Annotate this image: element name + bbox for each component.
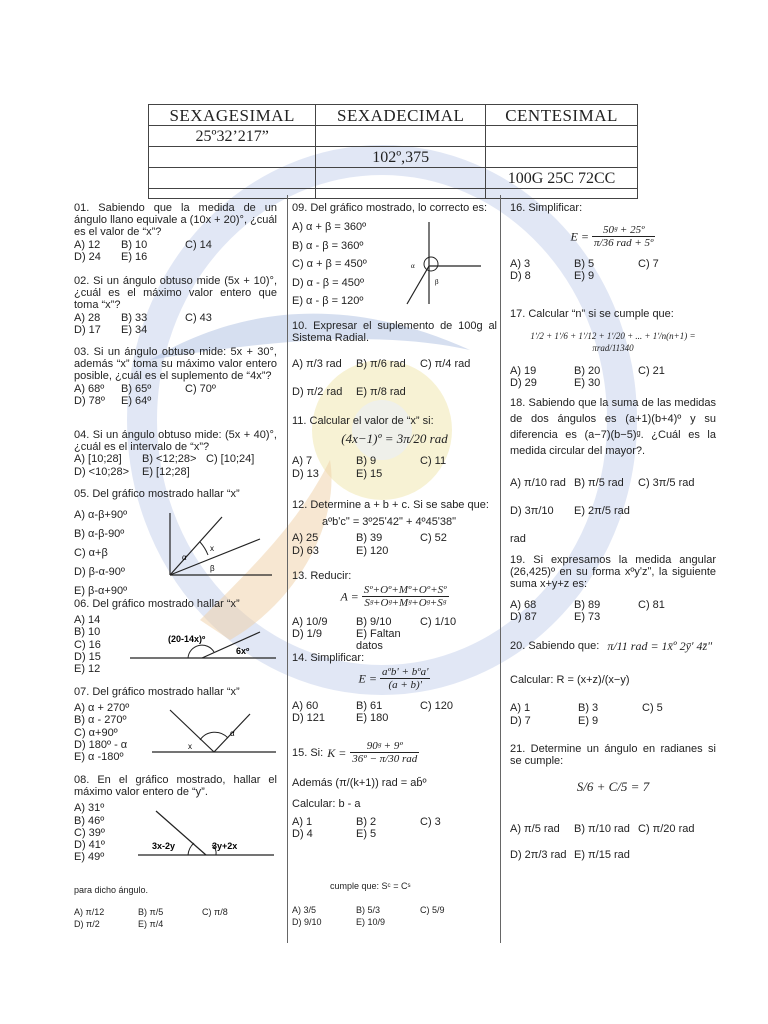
option[interactable]: A) 10/9 bbox=[292, 615, 328, 628]
option[interactable]: D) 24 bbox=[74, 250, 101, 263]
option[interactable]: D) 180º - α bbox=[74, 738, 128, 751]
option[interactable]: D) 63 bbox=[292, 544, 319, 557]
fig-label: β bbox=[210, 564, 215, 573]
formula-denominator: π/36 rad + 5º bbox=[594, 237, 654, 250]
option[interactable]: E) 5 bbox=[356, 828, 377, 841]
question-text: 08. En el gráfico mostrado, hallar el máximo valor entero de “y”. bbox=[74, 774, 277, 799]
option[interactable]: D) <10;28> bbox=[74, 465, 130, 478]
option[interactable]: C) 11 bbox=[420, 455, 447, 468]
option[interactable]: B) 3 bbox=[578, 702, 599, 715]
option[interactable]: A) π/10 rad bbox=[510, 477, 566, 489]
question-text: 13. Reducir: bbox=[292, 570, 352, 582]
option[interactable]: E) π/15 rad bbox=[574, 848, 630, 861]
options bbox=[510, 258, 716, 282]
option[interactable]: E) α - β = 120º bbox=[292, 295, 364, 308]
option[interactable]: D) 17 bbox=[74, 323, 101, 336]
option[interactable]: A) α + 270º bbox=[74, 702, 130, 715]
option[interactable]: D) 9/10 bbox=[292, 917, 322, 928]
option[interactable]: B) π/10 rad bbox=[574, 822, 630, 835]
question-18 bbox=[510, 395, 716, 553]
table-cell bbox=[316, 168, 486, 189]
option[interactable]: C) α + β = 450º bbox=[292, 258, 367, 271]
option[interactable]: D) π/2 bbox=[74, 919, 100, 930]
option[interactable]: B) π/5 rad bbox=[574, 477, 624, 489]
fig-label: x bbox=[210, 544, 214, 553]
option[interactable]: B) 46º bbox=[74, 814, 105, 827]
options bbox=[292, 816, 497, 840]
question-03 bbox=[74, 346, 277, 407]
question-text: 09. Del gráfico mostrado, lo correcto es: bbox=[292, 202, 488, 214]
option[interactable]: E) 12 bbox=[74, 663, 101, 676]
option[interactable]: C) 7 bbox=[638, 257, 659, 270]
option[interactable]: E) 10/9 bbox=[356, 917, 386, 928]
option[interactable]: E) 2π/5 rad bbox=[574, 505, 630, 517]
option[interactable]: A) [10;28] bbox=[74, 453, 122, 466]
table-cell: 102º,375 bbox=[316, 147, 486, 168]
formula-numerator: 90ᵍ + 9º bbox=[350, 740, 419, 753]
option[interactable]: C) 3π/5 rad bbox=[638, 477, 695, 489]
formula: Calcular: R = (x+z)/(x−y) bbox=[510, 674, 630, 687]
question-text: 20. Sabiendo que: bbox=[510, 640, 600, 652]
option[interactable]: D) 15 bbox=[74, 650, 101, 663]
option[interactable]: D) 4 bbox=[292, 828, 313, 841]
figure-q6 bbox=[128, 626, 278, 666]
fig-label: 3x-2y bbox=[152, 841, 176, 851]
question-02 bbox=[74, 275, 277, 336]
option[interactable]: E) [12;28] bbox=[142, 465, 190, 478]
question-13: 13. Reducir: A = $\frac{\text{Sº+Oº+Mº+Oº+Sº}}{\text{Sᵍ+Oᵍ+Mᵍ+Oᵍ+Sᵍ}}$ A) 10/9 B) 9/10 C) 1/10 D) 1/9 E) Faltan datos bbox=[292, 570, 497, 652]
option[interactable]: B) 39 bbox=[356, 532, 383, 545]
option[interactable]: D) π/2 rad bbox=[292, 386, 343, 399]
option[interactable]: C) 5/9 bbox=[420, 905, 445, 916]
option[interactable]: A) 7 bbox=[292, 455, 313, 468]
options bbox=[292, 904, 497, 928]
option[interactable]: C) 70º bbox=[185, 382, 216, 395]
option[interactable]: D) 3π/10 rad bbox=[510, 505, 554, 545]
question-text: 07. Del gráfico mostrado hallar “x” bbox=[74, 686, 240, 698]
options bbox=[292, 350, 497, 406]
question-text: 14. Simplificar: bbox=[292, 652, 365, 664]
option[interactable]: E) β-α+90º bbox=[74, 585, 128, 598]
question-text: 02. Si un ángulo obtuso mide (5x + 10)°, ¿cuál es el máximo valor entero que toma “x”? bbox=[74, 275, 277, 312]
question-text: 06. Del gráfico mostrado hallar “x” bbox=[74, 598, 240, 610]
instruction-text: Calcular: b - a bbox=[292, 797, 361, 810]
option[interactable]: E) 16 bbox=[121, 250, 148, 263]
option[interactable]: D) α - β = 450º bbox=[292, 276, 365, 289]
question-text: 05. Del gráfico mostrado hallar “x” bbox=[74, 488, 240, 500]
option[interactable]: A) 12 bbox=[74, 238, 101, 251]
figure-q5 bbox=[160, 505, 280, 585]
option[interactable]: D) 2π/3 rad bbox=[510, 848, 567, 861]
option[interactable]: C) 5 bbox=[642, 702, 663, 715]
option[interactable]: E) 30 bbox=[574, 376, 601, 389]
option[interactable]: A) 68º bbox=[74, 382, 105, 395]
question-10 bbox=[292, 320, 497, 406]
fragment-text: cumple que: Sᶜ = Cˢ bbox=[330, 881, 411, 891]
option[interactable]: C) π/8 bbox=[202, 907, 228, 918]
fig-label: β bbox=[435, 278, 439, 286]
table-cell bbox=[486, 147, 638, 168]
header-sexagesimal: SEXAGESIMAL bbox=[149, 105, 316, 126]
table-cell bbox=[486, 189, 638, 199]
option[interactable]: C) π/20 rad bbox=[638, 822, 695, 835]
option[interactable]: E) 180 bbox=[356, 711, 389, 724]
fig-label: α bbox=[230, 729, 235, 738]
option[interactable]: A) α + β = 360º bbox=[292, 221, 367, 234]
option[interactable]: B) α - 270º bbox=[74, 714, 127, 727]
figure-q7 bbox=[150, 700, 278, 760]
option[interactable]: B) 9 bbox=[356, 455, 377, 468]
options bbox=[510, 702, 716, 726]
option[interactable]: D) 41º bbox=[74, 839, 105, 852]
option[interactable]: E) 49º bbox=[74, 851, 105, 864]
question-16: 16. Simplificar: E = $\frac{\text{50ᵍ + 25º}}{\text{π/36 rad + 5º}}$ A) 3 B) 5 C) 7 D) 8 E) 9 bbox=[510, 202, 716, 282]
option[interactable]: C) 120 bbox=[420, 699, 454, 712]
fig-label: (20-14x)º bbox=[168, 634, 206, 644]
option[interactable]: B) 10 bbox=[74, 626, 101, 639]
options bbox=[292, 700, 497, 724]
table-cell: 25º32’217” bbox=[149, 126, 316, 147]
question-04 bbox=[74, 429, 277, 478]
bottom-fragment-2 bbox=[292, 880, 497, 929]
option[interactable]: C) 16 bbox=[74, 638, 101, 651]
options bbox=[292, 455, 497, 479]
fig-label: α bbox=[182, 553, 187, 562]
fragment-text: para dicho ángulo. bbox=[74, 885, 149, 895]
option[interactable]: D) β-α-90º bbox=[74, 566, 125, 579]
options bbox=[74, 906, 277, 930]
header-centesimal: CENTESIMAL bbox=[486, 105, 638, 126]
question-text: 03. Si un ángulo obtuso mide: 5x + 30°, además “x” toma su máximo valor entero posible, ¿cuál es el suplemento de “4x”? bbox=[74, 346, 277, 383]
option[interactable]: D) 13 bbox=[292, 467, 319, 480]
option[interactable]: B) 10 bbox=[121, 238, 148, 251]
question-text: 12. Determine a + b + c. Si se sabe que: bbox=[292, 499, 489, 511]
bottom-fragment-1 bbox=[74, 884, 277, 931]
formula: Además (π/(k+1)) rad = ab̄º bbox=[292, 777, 427, 790]
question-text: 18. Sabiendo que la suma de las medidas de dos ángulos es (a+1)(b+4)º y su diferencia es (a−7)(b−5)ᵍ. ¿Cuál es la medida circular del mayor?. bbox=[510, 397, 716, 457]
option[interactable]: B) 5/3 bbox=[356, 905, 381, 916]
option[interactable]: B) 33 bbox=[121, 311, 148, 324]
question-12 bbox=[292, 499, 497, 557]
option[interactable]: A) π/3 rad bbox=[292, 358, 342, 371]
question-19 bbox=[510, 554, 716, 623]
option[interactable]: D) 8 bbox=[510, 269, 531, 282]
option[interactable]: B) π/6 rad bbox=[356, 358, 406, 371]
question-text: 01. Sabiendo que la medida de un ángulo llano equivale a (10x + 20)°, ¿cuál es el valor de “x”? bbox=[74, 202, 277, 239]
fig-label: x bbox=[188, 742, 192, 751]
header-sexadecimal: SEXADECIMAL bbox=[316, 105, 486, 126]
option[interactable]: A) 3/5 bbox=[292, 905, 317, 916]
option[interactable]: B) α - β = 360º bbox=[292, 239, 364, 252]
option[interactable]: C) α+90º bbox=[74, 726, 118, 739]
option[interactable]: E) 9 bbox=[578, 714, 599, 727]
options bbox=[510, 599, 716, 623]
table-cell bbox=[149, 189, 316, 199]
option[interactable]: E) α -180º bbox=[74, 751, 124, 764]
option[interactable]: A) α-β+90º bbox=[74, 509, 128, 522]
fig-label: 3y+2x bbox=[212, 841, 238, 851]
option[interactable]: A) 28 bbox=[74, 311, 101, 324]
fig-label: α bbox=[411, 262, 415, 270]
option[interactable]: B) 5 bbox=[574, 257, 595, 270]
figure-q8 bbox=[136, 805, 276, 861]
option[interactable]: D) 29 bbox=[510, 376, 537, 389]
question-text: 15. Si: bbox=[292, 746, 324, 759]
option[interactable]: C) [10;24] bbox=[206, 453, 255, 466]
formula: 1ʹ/2 + 1ʹ/6 + 1ʹ/12 + 1ʹ/20 + ... + 1ʹ/n(n+1) = πrad/11340 bbox=[530, 331, 696, 354]
option[interactable]: B) π/5 bbox=[138, 907, 164, 918]
option[interactable]: B) 65º bbox=[121, 382, 152, 395]
column-divider bbox=[287, 195, 288, 943]
option[interactable]: A) 14 bbox=[74, 614, 101, 627]
option[interactable]: E) 34 bbox=[121, 323, 148, 336]
option[interactable]: C) 39º bbox=[74, 826, 105, 839]
figure-q9 bbox=[395, 218, 485, 308]
table-cell: 100G 25C 72CC bbox=[486, 168, 638, 189]
question-14: 14. Simplificar: E = $\frac{\text{aºbʹ + bºaʹ}}{\text{(a + b)ʹ}}$ A) 60 B) 61 C) 120 D) 121 E) 180 bbox=[292, 652, 497, 724]
question-text: 11. Calcular el valor de “x” si: bbox=[292, 415, 434, 427]
option[interactable]: B) 9/10 bbox=[356, 615, 392, 628]
option[interactable]: B) 89 bbox=[574, 598, 601, 611]
option[interactable]: C) 43 bbox=[185, 311, 212, 324]
question-text: 10. Expresar el suplemento de 100g al Sistema Radial. bbox=[292, 320, 497, 345]
table-cell bbox=[316, 189, 486, 199]
question-text: 04. Si un ángulo obtuso mide: (5x + 40)°, ¿cuál es el intervalo de “x”? bbox=[74, 429, 277, 454]
options bbox=[292, 218, 392, 311]
option[interactable]: D) 87 bbox=[510, 610, 537, 623]
formula: π/11 rad = 1x̄º 2ȳʹ 4z̄ʺ bbox=[607, 639, 713, 653]
option[interactable]: A) 3 bbox=[510, 257, 531, 270]
option[interactable]: C) 21 bbox=[638, 364, 665, 377]
option[interactable]: E) 9 bbox=[574, 269, 595, 282]
option[interactable]: A) 19 bbox=[510, 364, 537, 377]
options bbox=[510, 365, 716, 389]
option[interactable]: A) 31º bbox=[74, 802, 105, 815]
options bbox=[292, 532, 497, 556]
option[interactable]: E) π/8 rad bbox=[356, 386, 406, 399]
option[interactable]: E) 120 bbox=[356, 544, 389, 557]
option[interactable]: D) 1/9 bbox=[292, 627, 322, 640]
formula-numerator: 50ᵍ + 25º bbox=[592, 224, 655, 237]
option[interactable]: D) 78º bbox=[74, 394, 105, 407]
option[interactable]: C) 3 bbox=[420, 815, 441, 828]
question-15: 15. Si: K = $\frac{\text{90ᵍ + 9º}}{\text{36º − π/30 rad}}$ Además (π/(k+1)) rad = ab̄º Calcular: b - a A) 1 B) 2 C) 3 D) 4 E) 5 bbox=[292, 740, 497, 840]
formula-numerator: Sº+Oº+Mº+Oº+Sº bbox=[363, 584, 447, 597]
option[interactable]: D) 7 bbox=[510, 714, 531, 727]
question-11 bbox=[292, 415, 497, 480]
option[interactable]: B) α-β-90º bbox=[74, 528, 125, 541]
option[interactable]: E) Faltan datos bbox=[356, 627, 401, 653]
table-cell bbox=[316, 126, 486, 147]
option[interactable]: C) α+β bbox=[74, 547, 108, 560]
option[interactable]: A) 25 bbox=[292, 532, 319, 545]
options bbox=[74, 453, 277, 477]
question-text: 16. Simplificar: bbox=[510, 202, 583, 214]
option[interactable]: C) 1/10 bbox=[420, 615, 457, 628]
formula-denominator: (a + b)ʹ bbox=[388, 679, 423, 692]
formula: S/6 + C/5 = 7 bbox=[576, 779, 650, 795]
fig-label: 6xº bbox=[236, 646, 250, 656]
question-text: 21. Determine un ángulo en radianes si se cumple: bbox=[510, 743, 716, 768]
option[interactable]: C) 52 bbox=[420, 532, 447, 545]
formula: aºbʹcʺ = 3º25ʹ42ʺ + 4º45ʹ38ʺ bbox=[322, 516, 457, 529]
option[interactable]: B) <12;28> bbox=[142, 453, 197, 466]
option[interactable]: B) 2 bbox=[356, 815, 377, 828]
options bbox=[74, 239, 277, 263]
table-cell bbox=[149, 168, 316, 189]
option[interactable]: A) 1 bbox=[510, 702, 531, 715]
option[interactable]: B) 61 bbox=[356, 699, 383, 712]
options bbox=[510, 816, 716, 868]
column-divider bbox=[500, 195, 501, 943]
question-text: 19. Si expresamos la medida angular (26,425)º en su forma xºyʹzʺ, la siguiente suma x+y+z es: bbox=[510, 554, 716, 591]
option[interactable]: C) 81 bbox=[638, 598, 665, 611]
formula: (4x−1)º = 3π/20 rad bbox=[341, 431, 448, 447]
option[interactable]: E) 64º bbox=[121, 394, 152, 407]
option[interactable]: E) π/4 bbox=[138, 919, 164, 930]
question-20 bbox=[510, 640, 716, 727]
options bbox=[292, 616, 497, 653]
formula-denominator: 36º − π/30 rad bbox=[352, 753, 418, 766]
question-21 bbox=[510, 743, 716, 868]
conversion-table bbox=[148, 104, 638, 199]
option[interactable]: E) 73 bbox=[574, 610, 601, 623]
table-cell bbox=[486, 126, 638, 147]
options bbox=[74, 312, 277, 336]
formula-numerator: aºbʹ + bºaʹ bbox=[382, 666, 429, 679]
option[interactable]: C) 14 bbox=[185, 238, 212, 251]
option[interactable]: A) 1 bbox=[292, 815, 313, 828]
table-cell bbox=[149, 147, 316, 168]
option[interactable]: B) 20 bbox=[574, 364, 601, 377]
option[interactable]: C) π/4 rad bbox=[420, 358, 471, 371]
option[interactable]: D) 121 bbox=[292, 711, 326, 724]
question-01 bbox=[74, 202, 277, 263]
question-17 bbox=[510, 308, 716, 389]
formula-denominator: Sᵍ+Oᵍ+Mᵍ+Oᵍ+Sᵍ bbox=[364, 597, 446, 610]
options bbox=[74, 383, 277, 407]
option[interactable]: A) 60 bbox=[292, 699, 319, 712]
option[interactable]: A) π/12 bbox=[74, 907, 105, 918]
option[interactable]: A) 68 bbox=[510, 598, 537, 611]
option[interactable]: A) π/5 rad bbox=[510, 822, 560, 835]
options bbox=[510, 469, 716, 553]
option[interactable]: E) 15 bbox=[356, 467, 383, 480]
question-text: 17. Calcular “n” si se cumple que: bbox=[510, 308, 674, 320]
